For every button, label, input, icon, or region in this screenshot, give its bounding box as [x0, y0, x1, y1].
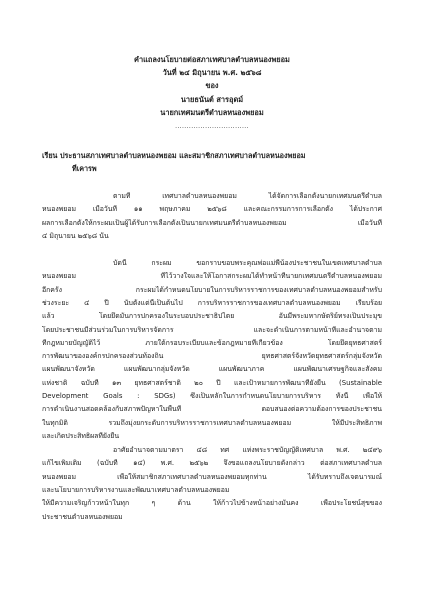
- paragraph-line: ผลการเลือกตั้งให้กระผมเป็นผู้ได้รับการเลือกตั้งเป็นนายกเทศมนตรีตำบลหนองพยอม เมื่อวันที่: [42, 218, 382, 227]
- paragraph-line: อาศัยอำนาจตามมาตรา ๔๘ ทศ แห่งพระราชบัญญัติเทศบาล พ.ศ. ๒๔๙๖: [113, 446, 382, 454]
- paragraph-line: บัดนี้ กระผม ขอกราบขอบพระคุณพ่อแม่พี่น้องประชาชนในเขตเทศบาลตำบล: [113, 259, 382, 267]
- paragraph-line: แก้ไขเพิ่มเติม (ฉบับที่ ๑๔) พ.ศ. ๒๕๖๒ จึงขอแถลงนโยบายดังกล่าว ต่อสภาเทศบาลตำบล: [42, 459, 382, 468]
- paragraph-line: ๔ มิถุนายน ๒๕๖๘ นั้น: [42, 231, 109, 240]
- subject-line-2: ที่เคารพ: [72, 164, 97, 173]
- paragraph-line: หนองพยอม เพื่อให้สมาชิกสภาเทศบาลตำบลหนองพยอมทุกท่าน ได้รับทราบถึงเจตนารมณ์: [42, 472, 382, 481]
- policy-of: ของ: [205, 81, 219, 90]
- paragraph-line: ช่วงระยะ ๔ ปี นับตั้งแต่นี้เป็นต้นไป การบริหารราชการของเทศบาลตำบลหนองพยอม เรียบร้อย: [42, 298, 382, 307]
- paragraph-line: ตามที่ เทศบาลตำบลหนองพยอม ได้จัดการเลือกตั้งนายกเทศมนตรีตำบล: [113, 192, 382, 200]
- paragraph-line: อีกครั้ง กระผมได้กำหนดนโยบายในการบริหารราชการของเทศบาลตำบลหนองพยอมสำหรับ: [42, 285, 382, 294]
- paragraph-line: Development Goals : SDGs) ซึ่งเป็นหลักในการกำหนดนโยบายการบริหาร ทั้งนี้ เพื่อให้: [42, 392, 382, 400]
- paragraph-line: ประชาชนตำบลหนองพยอม: [42, 512, 123, 521]
- paragraph-line: การดำเนินงานสอดคล้องกับสภาพปัญหาในพื้นที่ ตอบสนองต่อความต้องการของประชาชน: [42, 405, 382, 414]
- paragraph-line: และนโยบายการบริหารงานและพัฒนาเทศบาลตำบลหนองพยอม: [42, 485, 230, 494]
- policy-title: คำแถลงนโยบายต่อสภาเทศบาลตำบลหนองพยอม: [134, 55, 290, 64]
- paragraph-line: โดยประชาชนมีส่วนร่วมในการบริหารจัดการ และจะดำเนินการตามหน้าที่และอำนาจตาม: [42, 325, 382, 334]
- mayor-name: นายธนันต์ สารอุดม์: [180, 95, 244, 104]
- separator-dots: ................................: [175, 123, 249, 130]
- paragraph-line: แห่งชาติ ฉบับที่ ๑๓ ยุทธศาสตร์ชาติ ๒๐ ปี และเป้าหมายการพัฒนาที่ยั่งยืน (Sustainable: [42, 378, 382, 387]
- paragraph-line: ให้มีความเจริญก้าวหน้าในทุก ๆ ด้าน ให้ก้าวไปข้างหน้าอย่างมั่นคง เพื่อประโยชน์สุขของ: [42, 499, 382, 508]
- policy-date: วันที่ ๒๔ มิถุนายน พ.ศ. ๒๕๖๘: [162, 68, 262, 77]
- paragraph-line: แล้ว โดยยึดมั่นการปกครองในระบอบประชาธิปไตย อันมีพระมหากษัตริย์ทรงเป็นประมุข: [42, 312, 382, 321]
- paragraph-line: ที่กฎหมายบัญญัติไว้ ภายใต้กรอบระเบียบและข้อกฎหมายที่เกี่ยวข้อง โดยยึดยุทธศาสตร์: [42, 338, 382, 347]
- paragraph-line: และเกิดประสิทธิผลที่ยั่งยืน: [42, 431, 120, 440]
- paragraph-line: หนองพยอม เมื่อวันที่ ๑๑ พฤษภาคม ๒๕๖๘ และคณะกรรมการการเลือกตั้ง ได้ประกาศ: [42, 205, 382, 214]
- paragraph-line: หนองพยอม ที่ไว้วางใจและให้โอกาสกระผมได้ทำหน้าที่นายกเทศมนตรีตำบลหนองพยอม: [42, 272, 382, 281]
- paragraph-line: ในทุกมิติ รวมถึงมุ่งยกระดับการบริหารราชการเทศบาลตำบลหนองพยอม ให้มีประสิทธิภาพ: [42, 418, 382, 427]
- paragraph-line: การพัฒนาขององค์กรปกครองส่วนท้องถิ่น ยุทธศาสตร์จังหวัดยุทธศาสตร์กลุ่มจังหวัด: [42, 352, 382, 361]
- mayor-position: นายกเทศมนตรีตำบลหนองพยอม: [160, 108, 264, 117]
- paragraph-line: แผนพัฒนาจังหวัด แผนพัฒนากลุ่มจังหวัด แผนพัฒนาภาค แผนพัฒนาเศรษฐกิจและสังคม: [42, 365, 382, 374]
- subject-line: เรียน ประธานสภาเทศบาลตำบลหนองพยอม และสมาชิกสภาเทศบาลตำบลหนองพยอม: [42, 151, 306, 160]
